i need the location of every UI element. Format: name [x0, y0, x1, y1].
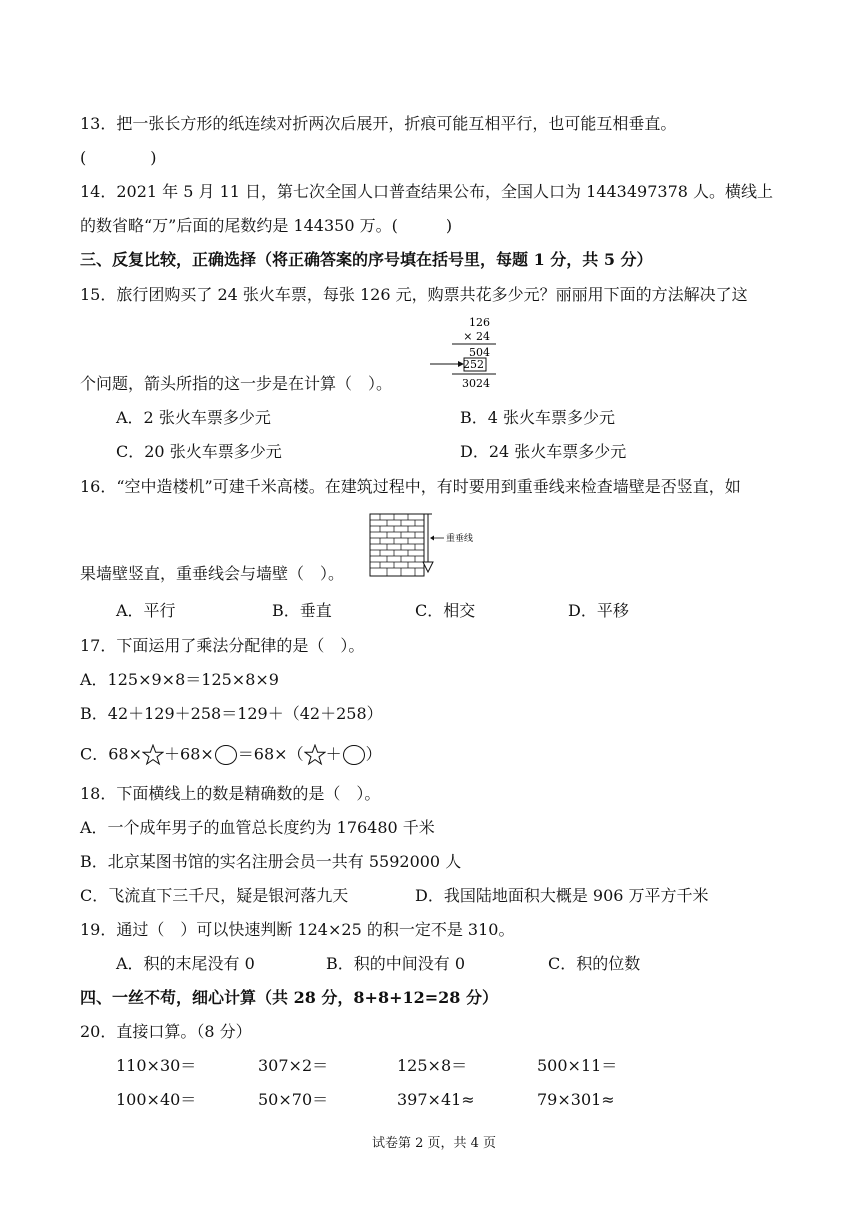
- q14-line1: 14．2021 年 5 月 11 日，第七次全国人口普查结果公布，全国人口为 1443497378 人。横线上: [80, 182, 774, 201]
- q17-option-b: B．42＋129＋258＝129＋（42＋258）: [80, 704, 383, 723]
- q19-option-a: A．积的末尾没有 0: [116, 954, 255, 973]
- q15-option-c: C．20 张火车票多少元: [116, 442, 282, 461]
- q17-c-prefix: C．68×: [80, 744, 143, 764]
- fig-multiplicand: 126: [469, 316, 490, 329]
- multiplication-figure: [428, 312, 502, 392]
- q16-option-b: B．垂直: [272, 601, 332, 620]
- q16-option-d: D．平移: [568, 601, 629, 620]
- q18-option-d: D．我国陆地面积大概是 906 万平方千米: [415, 886, 709, 905]
- q20-calc: 79×301≈: [537, 1090, 615, 1109]
- q15-option-a: A．2 张火车票多少元: [116, 408, 271, 427]
- q16-option-a: A．平行: [116, 601, 176, 620]
- q17-c-mid2: ＝68×（: [237, 744, 304, 764]
- plumb-line-label: 重垂线: [446, 534, 474, 544]
- page-footer: 试卷第 2 页，共 4 页: [371, 1136, 497, 1151]
- q20-calc: 100×40＝: [116, 1090, 197, 1109]
- circle-icon: [342, 744, 366, 766]
- q20-title: 20．直接口算。（8 分）: [80, 1022, 252, 1041]
- q17-option-a: A．125×9×8＝125×8×9: [80, 670, 279, 689]
- q15-option-d: D．24 张火车票多少元: [460, 442, 627, 461]
- q20-calc: 500×11＝: [537, 1056, 618, 1075]
- q19-line1: 19．通过（ ）可以快速判断 124×25 的积一定不是 310。: [80, 920, 515, 939]
- q17-line1: 17．下面运用了乘法分配律的是（ ）。: [80, 636, 365, 655]
- q20-calc: 125×8＝: [397, 1056, 468, 1075]
- q20-calc: 50×70＝: [258, 1090, 329, 1109]
- q13-answer-blank: ( ): [80, 148, 157, 167]
- circle-icon: [214, 744, 238, 766]
- q20-calc: 110×30＝: [116, 1056, 197, 1075]
- q18-line1: 18．下面横线上的数是精确数的是（ ）。: [80, 784, 381, 803]
- q17-c-close: ）: [365, 744, 382, 764]
- fig-partial-product-1: 504: [469, 346, 490, 359]
- star-icon: [142, 744, 164, 766]
- q20-calc: 397×41≈: [397, 1090, 475, 1109]
- q13-line1: 13．把一张长方形的纸连续对折两次后展开，折痕可能互相平行，也可能互相垂直。: [80, 114, 677, 133]
- q18-option-c: C．飞流直下三千尺，疑是银河落九天: [80, 886, 349, 905]
- q18-option-a: A．一个成年男子的血管总长度约为 176480 千米: [80, 818, 435, 837]
- q15-option-b: B．4 张火车票多少元: [460, 408, 616, 427]
- q19-option-b: B．积的中间没有 0: [326, 954, 466, 973]
- q17-c-mid1: ＋68×: [164, 744, 214, 764]
- q14-line2: 的数省略“万”后面的尾数约是 144350 万。( ): [80, 216, 453, 235]
- brick-wall-figure: [366, 510, 482, 580]
- q16-option-c: C．相交: [415, 601, 476, 620]
- section-4-heading: 四、一丝不苟，细心计算（共 28 分，8+8+12=28 分）: [80, 988, 498, 1007]
- star-icon: [304, 744, 326, 766]
- q17-option-c: [80, 744, 382, 766]
- section-3-heading: 三、反复比较，正确选择（将正确答案的序号填在括号里，每题 1 分，共 5 分）: [80, 250, 653, 269]
- q15-line2: 个问题，箭头所指的这一步是在计算（ ）。: [80, 374, 393, 393]
- q16-line2: 果墙壁竖直，重垂线会与墙壁（ ）。: [80, 564, 345, 583]
- q19-option-c: C．积的位数: [548, 954, 641, 973]
- fig-partial-product-2: 252: [463, 358, 484, 371]
- q18-option-b: B．北京某图书馆的实名注册会员一共有 5592000 人: [80, 852, 462, 871]
- fig-result: 3024: [462, 377, 490, 390]
- q15-line1: 15．旅行团购买了 24 张火车票，每张 126 元，购票共花多少元？丽丽用下面的方法解决了这: [80, 285, 748, 304]
- q16-line1: 16．“空中造楼机”可建千米高楼。在建筑过程中，有时要用到重垂线来检查墙壁是否竖直，如: [80, 477, 741, 496]
- fig-multiplier: × 24: [463, 330, 490, 343]
- q17-c-plus: ＋: [325, 744, 342, 764]
- q20-calc: 307×2＝: [258, 1056, 329, 1075]
